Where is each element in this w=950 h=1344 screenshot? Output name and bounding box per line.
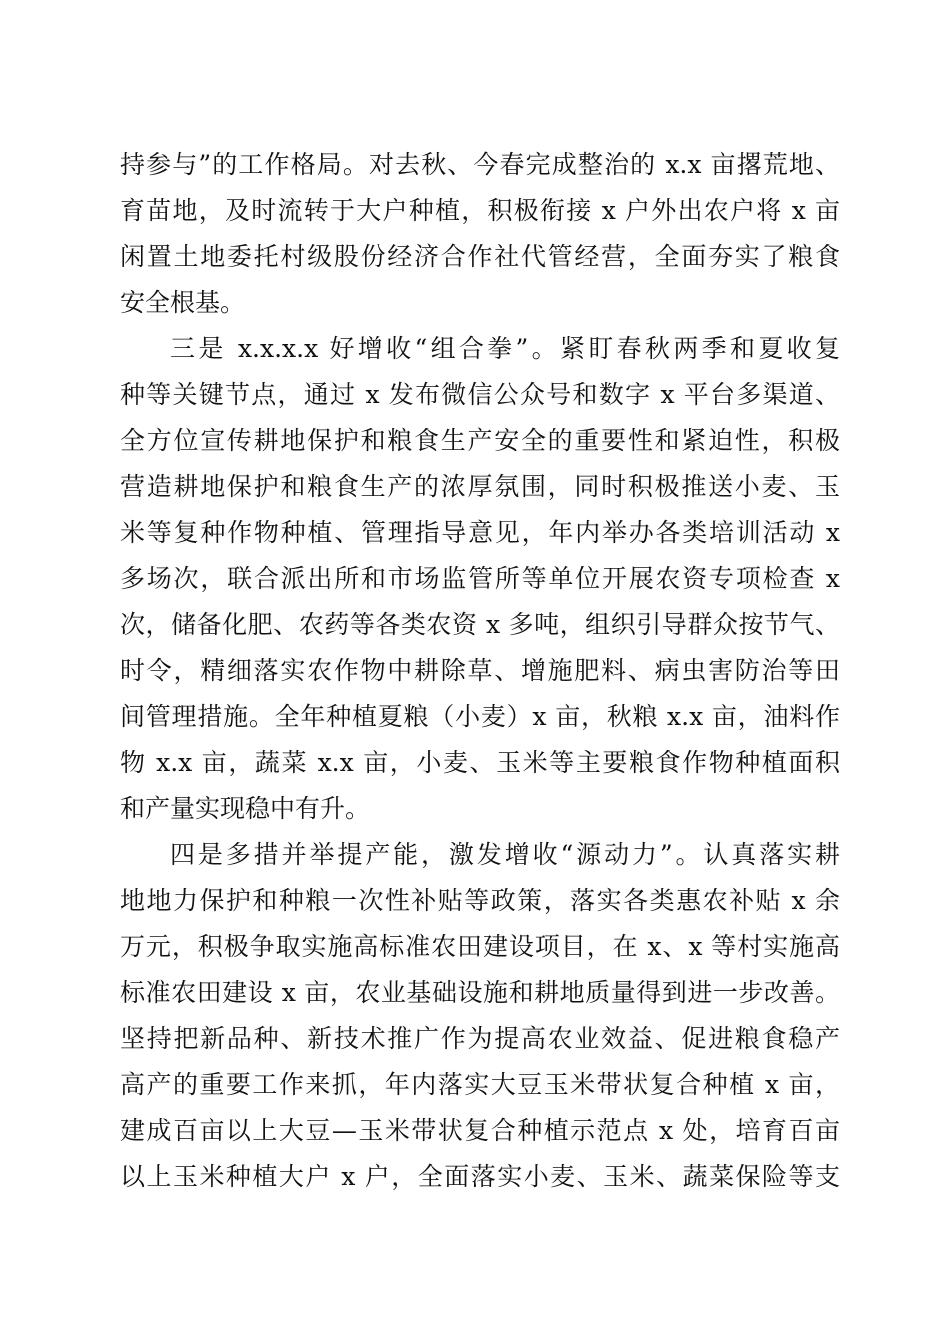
text-line: 次，储备化肥、农药等各类农资 x 多吨，组织引导群众按节气、 bbox=[120, 610, 840, 639]
text-line: 时令，精细落实农作物中耕除草、增施肥料、病虫害防治等田 bbox=[120, 656, 840, 685]
text-line: 全方位宣传耕地保护和粮食生产安全的重要性和紧迫性，积极 bbox=[120, 426, 840, 455]
text-line: 建成百亩以上大豆—玉米带状复合种植示范点 x 处，培育百亩 bbox=[120, 1116, 840, 1145]
document-body bbox=[120, 142, 840, 1200]
paragraph-1 bbox=[120, 142, 840, 326]
text-line: 闲置土地委托村级股份经济合作社代管经营，全面夯实了粮食 bbox=[120, 242, 840, 271]
text-line: 安全根基。 bbox=[120, 288, 246, 317]
text-line: 高产的重要工作来抓，年内落实大豆玉米带状复合种植 x 亩， bbox=[120, 1070, 840, 1099]
text-line: 多场次，联合派出所和市场监管所等单位开展农资专项检查 x bbox=[120, 564, 840, 593]
text-line: 和产量实现稳中有升。 bbox=[120, 794, 371, 823]
text-line: 物 x.x 亩，蔬菜 x.x 亩，小麦、玉米等主要粮食作物种植面积 bbox=[120, 748, 840, 777]
paragraph-3 bbox=[120, 832, 840, 1200]
text-line: 万元，积极争取实施高标准农田建设项目，在 x、x 等村实施高 bbox=[120, 932, 840, 961]
text-line: 种等关键节点，通过 x 发布微信公众号和数字 x 平台多渠道、 bbox=[120, 380, 840, 409]
text-line: 营造耕地保护和粮食生产的浓厚氛围，同时积极推送小麦、玉 bbox=[120, 472, 840, 501]
paragraph-2 bbox=[120, 326, 840, 832]
text-line: 育苗地，及时流转于大户种植，积极衔接 x 户外出农户将 x 亩 bbox=[120, 196, 840, 225]
text-line: 地地力保护和种粮一次性补贴等政策，落实各类惠农补贴 x 余 bbox=[120, 886, 840, 915]
text-line: 标准农田建设 x 亩，农业基础设施和耕地质量得到进一步改善。 bbox=[120, 978, 840, 1007]
text-line: 持参与”的工作格局。对去秋、今春完成整治的 x.x 亩撂荒地、 bbox=[120, 150, 840, 179]
text-line: 间管理措施。全年种植夏粮（小麦）x 亩，秋粮 x.x 亩，油料作 bbox=[120, 702, 840, 731]
text-line: 四是多措并举提产能，激发增收“源动力”。认真落实耕 bbox=[170, 840, 840, 869]
text-line: 坚持把新品种、新技术推广作为提高农业效益、促进粮食稳产 bbox=[120, 1024, 840, 1053]
text-line: 米等复种作物种植、管理指导意见，年内举办各类培训活动 x bbox=[120, 518, 840, 547]
text-line: 以上玉米种植大户 x 户，全面落实小麦、玉米、蔬菜保险等支 bbox=[120, 1162, 840, 1191]
text-line: 三是 x.x.x.x 好增收“组合拳”。紧盯春秋两季和夏收复 bbox=[170, 334, 840, 363]
